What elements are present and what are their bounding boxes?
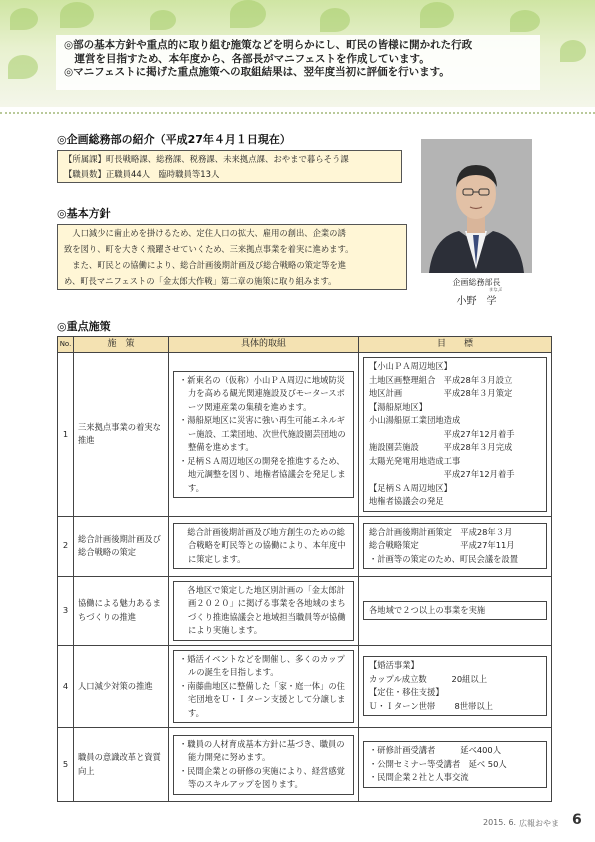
action-list	[179, 526, 348, 567]
name-ruby: まなぶ	[488, 288, 503, 293]
leaf-decoration	[420, 2, 454, 28]
action-item: ・新東名の（仮称）小山ＰＡ周辺に地域防災力を高める観光関連施設及びモータースポーツ関連産業の集積を進めます。	[179, 374, 345, 412]
leaf-decoration	[10, 8, 38, 30]
row-number: 3	[58, 576, 74, 645]
department-info-box	[57, 150, 402, 183]
row-number: 5	[58, 728, 74, 802]
action-item: 各地区で策定した地区別計画の「金太郎計画２０２０」に掲げる事業を各地域のまちづくり推進協議会と地域担当職員等が協働により実施します。	[179, 584, 346, 635]
manifesto-notice	[56, 35, 540, 90]
goal-item: 【足柄ＳＡ周辺地区】	[369, 482, 452, 493]
action-list	[179, 374, 348, 496]
leaf-decoration	[8, 55, 38, 79]
issue-date: 2015. 6.	[483, 818, 517, 827]
goal-item: 【湯船原地区】	[369, 401, 428, 412]
goal-item: Ｕ・Ｉターン世帯 8世帯以上	[369, 700, 493, 711]
measures-heading: ◎重点施策	[57, 320, 111, 333]
measure-name: 三来拠点事業の着実な推進	[74, 353, 169, 517]
director-name: 小野 学	[456, 296, 497, 307]
policy-line: また、町民との協働により、総合計画後期計画及び総合戦略の策定等を進	[64, 260, 347, 270]
goal-cell	[359, 516, 552, 576]
notice-line: ◎マニフェストに掲げた重点施策への取組結果は、翌年度当初に評価を行います。	[64, 66, 450, 78]
measure-name: 職員の意識改革と資質向上	[74, 728, 169, 802]
leaf-decoration	[510, 10, 540, 32]
table-row	[58, 576, 552, 645]
action-box	[173, 581, 354, 641]
table-row	[58, 728, 552, 802]
goal-box	[363, 523, 547, 570]
intro-heading: ◎企画総務部の紹介（平成27年４月１日現在）	[57, 133, 291, 146]
director-portrait	[421, 139, 532, 273]
goal-item: 総合戦略策定 平成27年11月	[369, 540, 515, 551]
goal-item: 平成27年12月着手	[369, 428, 515, 439]
table-row	[58, 516, 552, 576]
goal-item: 土地区画整理組合 平成28年３月設立	[369, 374, 513, 385]
section-divider	[0, 112, 595, 114]
goal-item: 地権者協議会の発足	[369, 496, 444, 506]
table-header-row	[58, 337, 552, 353]
action-cell	[169, 353, 359, 517]
goal-item: 【婚活事業】	[369, 660, 419, 671]
department-list: 【所属課】町長戦略課、総務課、税務課、未来拠点課、おやまで暮らそう課	[64, 154, 349, 164]
action-cell	[169, 645, 359, 728]
goal-item: 太陽光発電用地造成工事	[369, 455, 461, 466]
action-list	[179, 738, 348, 792]
director-title: 企画総務部長	[452, 278, 501, 287]
policy-line: 人口減少に歯止めを掛けるため、定住人口の拡大、雇用の創出、企業の誘	[64, 228, 346, 238]
header-action: 具体的取組	[169, 337, 359, 353]
header-banner	[0, 0, 595, 107]
header-no: No.	[58, 337, 74, 353]
measure-name: 総合計画後期計画及び総合戦略の策定	[74, 516, 169, 576]
header-goal: 目 標	[359, 337, 552, 353]
goal-box	[363, 357, 547, 512]
action-item: ・南藤曲地区に整備した「家・庭一体」の住宅団地をＵ・Ｉターン支援として分譲します。	[179, 680, 346, 718]
action-item: ・婚活イベントなどを開催し、多くのカップルの誕生を目指します。	[179, 653, 345, 677]
action-cell	[169, 576, 359, 645]
row-number: 2	[58, 516, 74, 576]
leaf-decoration	[560, 40, 586, 62]
goal-cell	[359, 576, 552, 645]
goal-item: 各地域で２つ以上の事業を実施	[369, 604, 486, 615]
goal-item: 総合計画後期計画策定 平成28年３月	[369, 526, 513, 537]
goal-item: 平成27年12月着手	[369, 469, 515, 479]
goal-item: ・計画等の策定のため、町民会議を設置	[369, 553, 519, 564]
policy-line: 致を図り、町を大きく飛躍させていくため、三来拠点事業を着実に進めます。	[64, 244, 354, 254]
goal-cell	[359, 353, 552, 517]
action-box	[173, 650, 354, 724]
action-cell	[169, 728, 359, 802]
priority-measures-table	[57, 336, 552, 802]
goal-item: 【小山ＰＡ周辺地区】	[369, 361, 452, 371]
action-item: ・湯船原地区に災害に強い再生可能エネルギー施設、工業団地、次世代施設園芸団地の整備を進めます。	[179, 415, 346, 452]
action-item: 総合計画後期計画及び地方創生のための総合戦略を町民等との協働により、本年度中に策定します。	[179, 526, 346, 564]
goal-box	[363, 741, 547, 788]
action-box	[173, 371, 354, 499]
publication-name: 広報おやま	[519, 819, 559, 828]
goal-item: ・民間企業２社と人事交流	[369, 772, 469, 783]
goal-box	[363, 656, 547, 716]
goal-item: カップル成立数 20組以上	[369, 673, 488, 684]
notice-line: ◎部の基本方針や重点的に取り組む施策などを明らかにし、町民の皆様に開かれた行政	[64, 39, 473, 51]
leaf-decoration	[150, 10, 176, 30]
goal-item: ・公開セミナー等受講者 延べ 50人	[369, 758, 507, 769]
row-number: 4	[58, 645, 74, 728]
portrait-image	[421, 139, 532, 273]
measure-name: 協働による魅力あるまちづくりの推進	[74, 576, 169, 645]
table-row	[58, 645, 552, 728]
action-box	[173, 735, 354, 795]
policy-line: め、町長マニフェストの「金太郎大作戦」第二章の施策に取り組みます。	[64, 276, 337, 286]
basic-policy-heading: ◎基本方針	[57, 207, 111, 220]
leaf-decoration	[320, 8, 350, 32]
action-item: ・職員の人材育成基本方針に基づき、職員の能力開発に努めます。	[179, 738, 345, 762]
action-cell	[169, 516, 359, 576]
goal-item: 【定住・移住支援】	[369, 687, 444, 698]
goal-box	[363, 601, 547, 621]
action-list	[179, 584, 348, 638]
action-item: ・足柄ＳＡ周辺地区の開発を推進するため、地元調整を図り、地権者協議会を発足します。	[179, 455, 346, 493]
page-number: 6	[572, 812, 582, 828]
leaf-decoration	[230, 0, 266, 28]
action-box	[173, 523, 354, 570]
goal-item: 小山湯船原工業団地造成	[369, 415, 461, 425]
goal-item: ・研修計画受講者 延べ400人	[369, 745, 501, 756]
goal-cell	[359, 728, 552, 802]
header-measure: 施 策	[74, 337, 169, 353]
measure-name: 人口減少対策の推進	[74, 645, 169, 728]
row-number: 1	[58, 353, 74, 517]
leaf-decoration	[60, 2, 94, 28]
basic-policy-box	[57, 224, 407, 290]
goal-item: 施設園芸施設 平成28年３月完成	[369, 442, 513, 452]
goal-item: 地区計画 平成28年３月策定	[369, 388, 513, 398]
action-list	[179, 653, 348, 721]
goal-cell	[359, 645, 552, 728]
table-row	[58, 353, 552, 517]
action-item: ・民間企業との研修の実施により、経営感覚等のスキルアップを図ります。	[179, 765, 345, 789]
notice-line: 運営を目指すため、本年度から、各部長がマニフェストを作成しています。	[64, 52, 430, 65]
staff-count: 【職員数】正職員44人 臨時職員等13人	[64, 169, 220, 179]
